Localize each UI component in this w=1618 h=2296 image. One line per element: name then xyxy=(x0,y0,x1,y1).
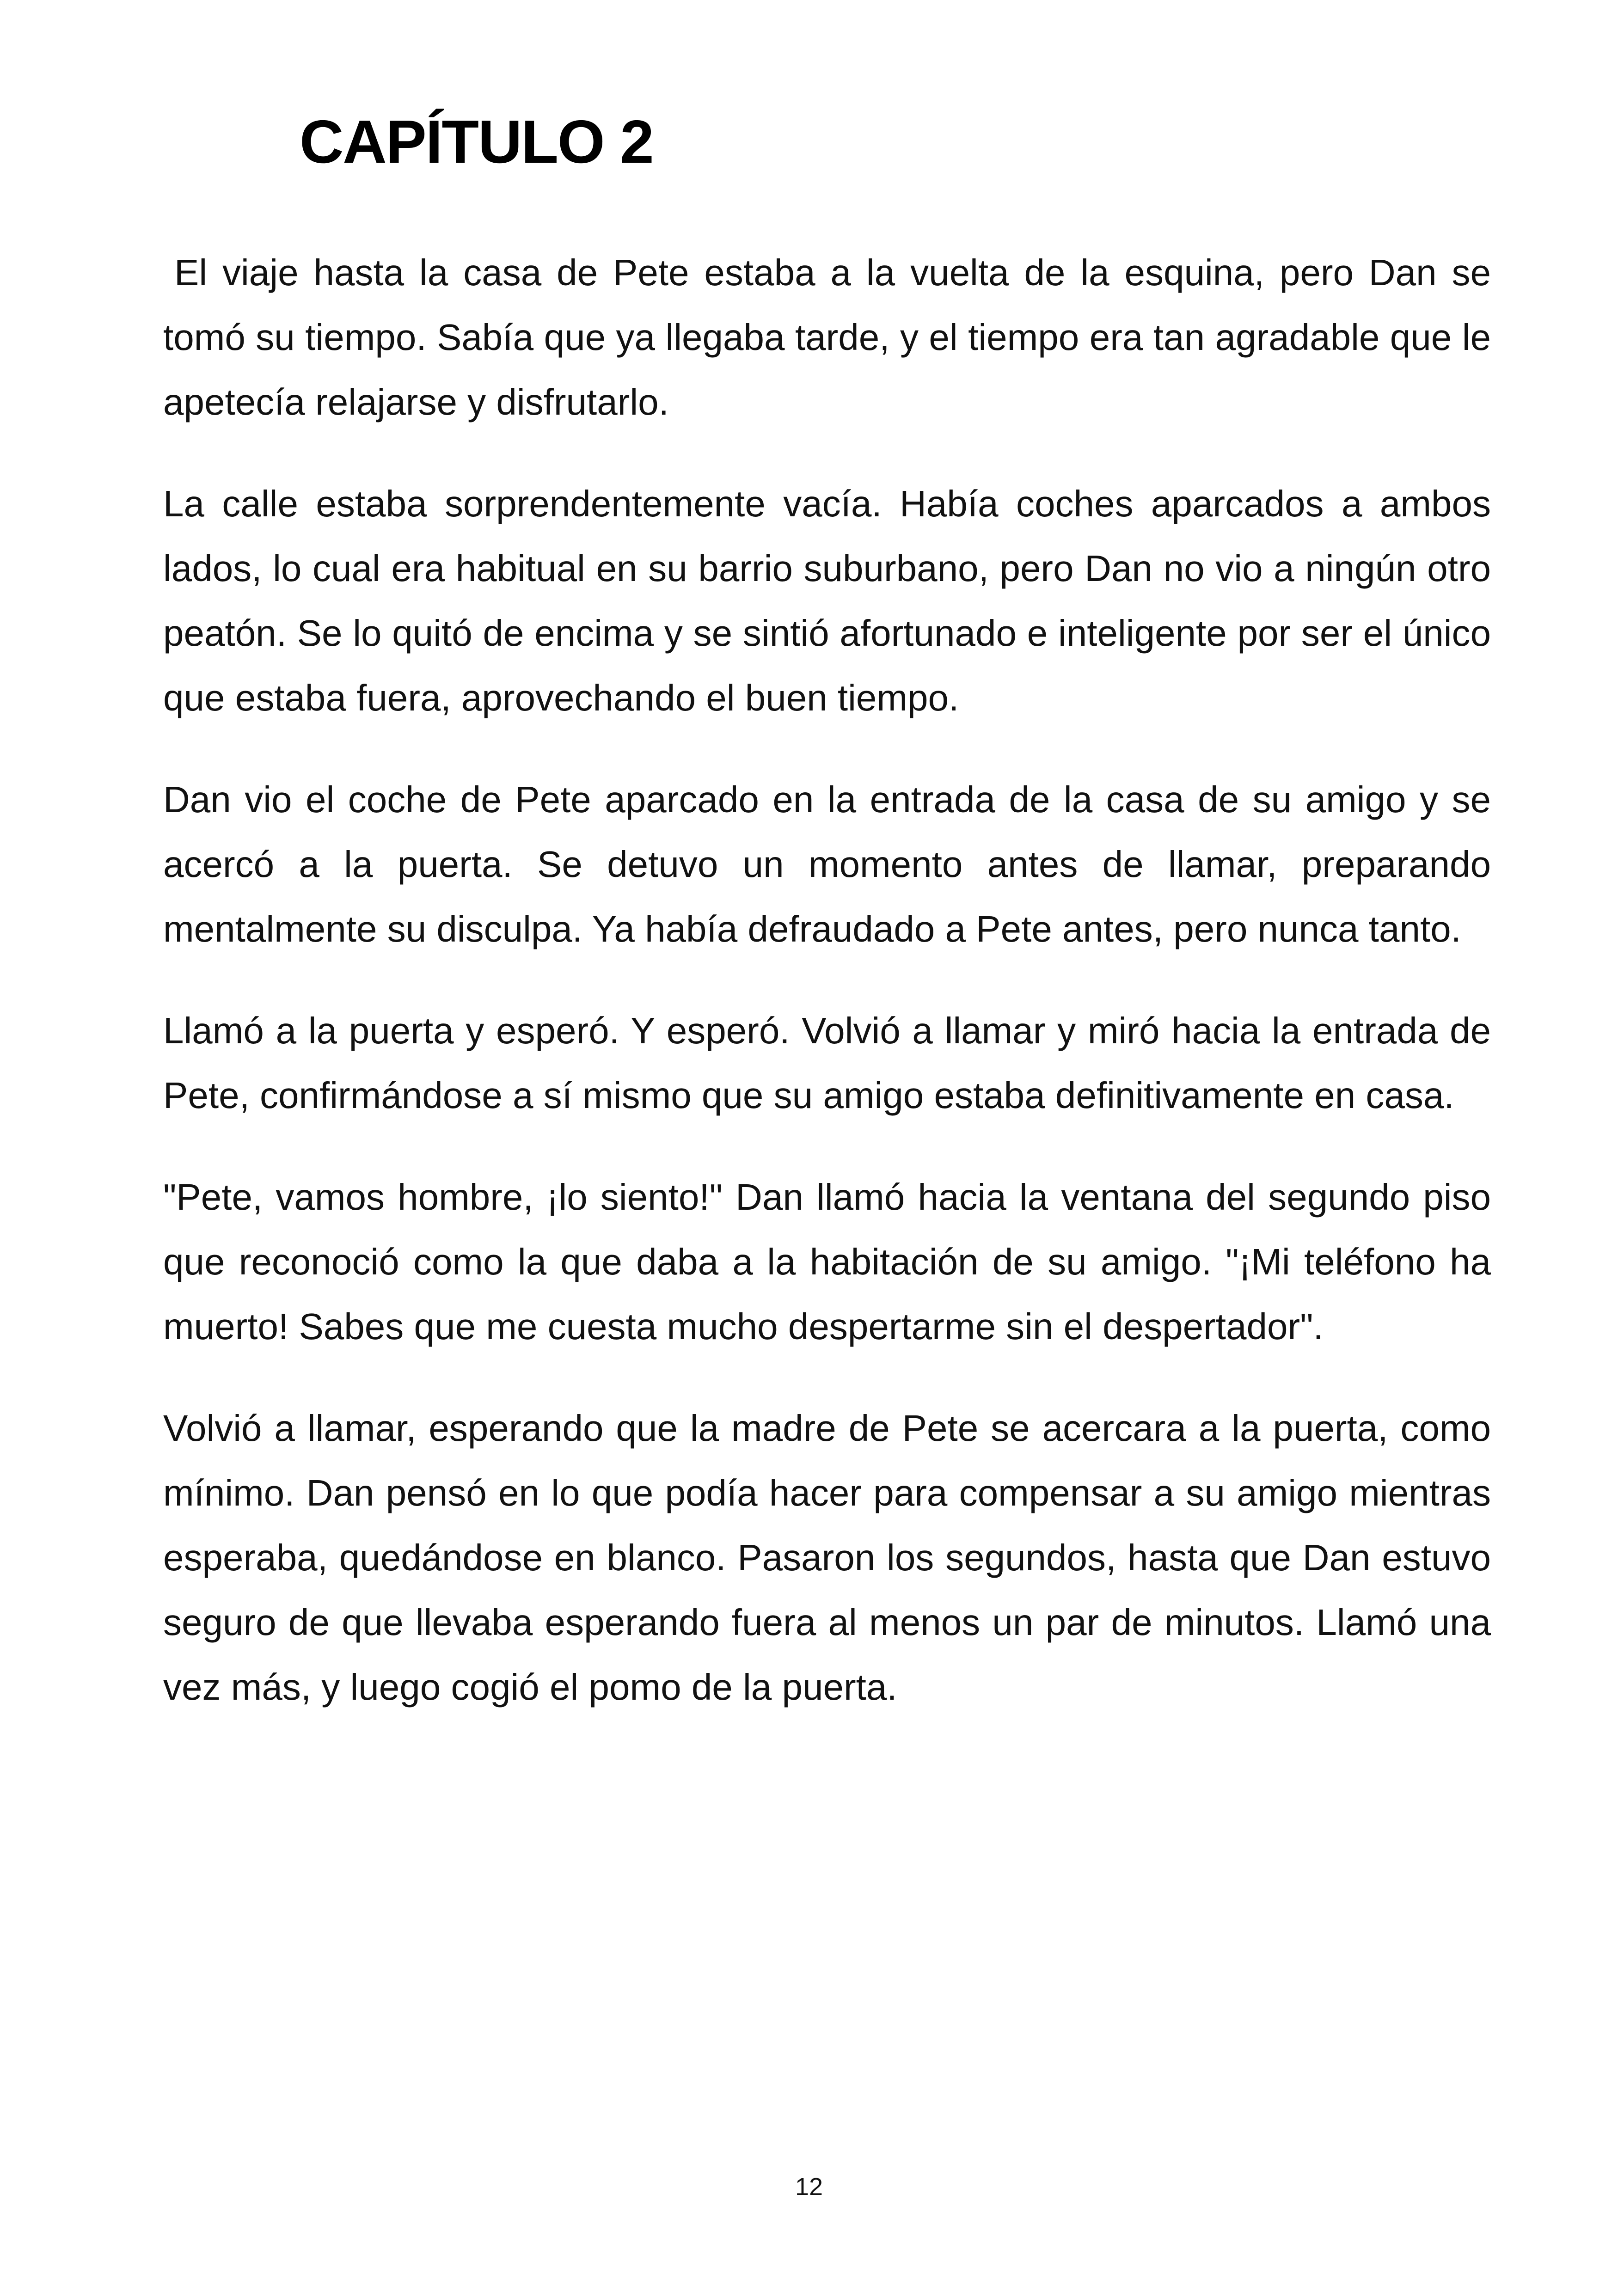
paragraph: Dan vio el coche de Pete aparcado en la entrada de la casa de su amigo y se acercó a la puerta. Se detuvo un momento antes de llamar, preparando mentalmente su disculpa. Ya había defraudado a Pete antes, pero nunca tanto. xyxy=(163,779,1491,949)
chapter-title: CAPÍTULO 2 xyxy=(300,108,653,176)
paragraph: Llamó a la puerta y esperó. Y esperó. Volvió a llamar y miró hacia la entrada de Pete, confirmándose a sí mismo que su amigo estaba definitivamente en casa. xyxy=(163,1010,1491,1116)
paragraph: El viaje hasta la casa de Pete estaba a la vuelta de la esquina, pero Dan se tomó su tiempo. Sabía que ya llegaba tarde, y el tiempo era tan agradable que le apetecía relajarse y disfrutarlo. xyxy=(163,252,1491,422)
paragraph: Volvió a llamar, esperando que la madre de Pete se acercara a la puerta, como mínimo. Dan pensó en lo que podía hacer para compensar a su amigo mientras esperaba, quedándose en blanco. Pasaron los segundos, hasta que Dan estuvo seguro de que llevaba esperando fuera al menos un par de minutos. Llamó una vez más, y luego cogió el pomo de la puerta. xyxy=(163,1408,1491,1708)
chapter-body xyxy=(163,240,1491,1757)
paragraph: "Pete, vamos hombre, ¡lo siento!" Dan llamó hacia la ventana del segundo piso que reconoció como la que daba a la habitación de su amigo. "¡Mi teléfono ha muerto! Sabes que me cuesta mucho despertarme sin el despertador". xyxy=(163,1176,1491,1347)
paragraph: La calle estaba sorprendentemente vacía. Había coches aparcados a ambos lados, lo cual era habitual en su barrio suburbano, pero Dan no vio a ningún otro peatón. Se lo quitó de encima y se sintió afortunado e inteligente por ser el único que estaba fuera, aprovechando el buen tiempo. xyxy=(163,483,1491,718)
page-number: 12 xyxy=(795,2173,823,2201)
